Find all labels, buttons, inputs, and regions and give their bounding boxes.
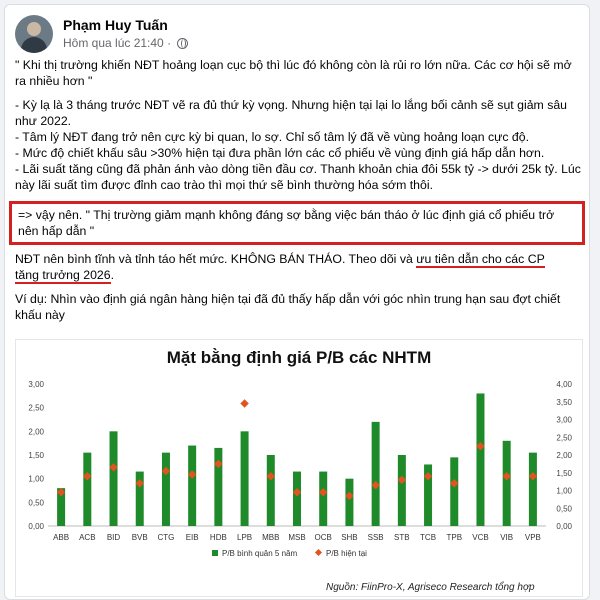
post-quote: " Khi thị trường khiến NĐT hoảng loạn cục bộ thì lúc đó không còn là rủi ro lớn nữa. Các cơ hội sẽ mở ra nhiều hơn " [15,58,572,88]
x-tick-VPB: VPB [524,533,541,542]
x-tick-EIB: EIB [185,533,199,542]
y-tick-right: 2,50 [556,433,572,443]
post-advice [15,251,581,283]
highlighted-conclusion [9,201,585,245]
advice-underlined-1: ưu tiên dẫn cho các CP [416,252,545,266]
post-content [15,57,581,331]
legend-marker-swatch [315,549,322,556]
legend-marker-label: P/B hiện tại [326,549,367,558]
y-tick-right: 0,00 [556,522,572,531]
meta-separator: · [167,36,172,50]
marker-LPB [240,399,248,407]
y-tick-right: 4,00 [556,380,572,389]
advice-underlined-2: tăng trưởng 2026 [15,268,111,282]
conclusion-text: => vậy nên. " Thị trường giảm mạnh không đáng sợ bằng việc bán tháo ở lúc định giá cổ phiếu trở nên hấp dẫn " [18,208,555,238]
x-tick-VIB: VIB [500,533,514,542]
bar-SHB [345,479,353,526]
post-card [4,4,590,600]
legend-bar-swatch [212,550,218,556]
post-timestamp[interactable]: Hôm qua lúc 21:40 [63,36,164,50]
post-bullets: - Kỳ lạ là 3 tháng trước NĐT vẽ ra đủ thứ kỳ vọng. Nhưng hiện tại lại lo lắng bối cảnh sẽ sụt giảm sâu như 2022. - Tâm lý NĐT đang trở nên cực kỳ bi quan, lo sợ. Chỉ số tâm lý đã về vùng hoảng loạn cực độ. - Mức độ chiết khấu sâu >30% hiện tại đưa phần lớn các cổ phiếu về vùng định giá hấp dẫn hơn. - Lãi suất tăng cũng đã phản ánh vào dòng tiền đầu cơ. Thanh khoản chia đôi 55k tỷ -> dưới 25k tỷ. Lúc này lãi suất tìm được đỉnh cao trào thì mọi thứ sẽ bình thường hóa sớm thôi. [15,98,581,192]
author-avatar[interactable] [15,15,53,53]
post-example: Ví dụ: Nhìn vào định giá ngân hàng hiện tại đã đủ thấy hấp dẫn với góc nhìn trung hạn sau đợt chiết khấu này [15,292,561,322]
x-tick-MSB: MSB [288,533,306,542]
y-tick-left: 1,50 [28,451,44,460]
bar-HDB [214,448,222,526]
x-tick-TCB: TCB [420,533,437,542]
bar-VPB [529,453,537,526]
y-tick-right: 1,50 [556,468,572,478]
x-tick-HDB: HDB [209,533,227,542]
y-tick-right: 1,00 [556,486,572,496]
x-tick-BVB: BVB [131,533,148,542]
chart-source: Nguồn: FiinPro-X, Agriseco Research tổng hợp [326,582,535,593]
x-tick-SSB: SSB [367,533,384,542]
bar-VCB [476,393,484,526]
bar-MBB [267,455,275,526]
post-header [15,15,579,55]
x-tick-SHB: SHB [341,533,358,542]
legend-bar-label: P/B bình quân 5 năm [222,549,298,558]
bar-VIB [503,441,511,526]
globe-icon [177,38,188,49]
y-tick-right: 2,00 [556,451,572,460]
x-tick-ABB: ABB [53,533,70,542]
bar-SSB [372,422,380,526]
x-tick-MBB: MBB [262,533,280,542]
bar-EIB [188,446,196,526]
bar-CTG [162,453,170,526]
chart-title: Mặt bằng định giá P/B các NHTM [166,348,432,367]
chart-svg [16,340,582,596]
bar-TPB [450,457,458,526]
y-tick-left: 1,00 [28,474,44,484]
y-tick-left: 3,00 [28,380,44,389]
pb-chart-image[interactable] [15,339,583,597]
x-tick-CTG: CTG [157,533,175,542]
y-tick-left: 0,00 [28,522,44,531]
y-tick-left: 2,00 [28,427,44,437]
y-tick-right: 0,50 [556,504,572,514]
y-tick-left: 0,50 [28,498,44,508]
advice-text: NĐT nên bình tĩnh và tỉnh táo hết mức. KHÔNG BÁN THÁO. Theo dõi và [15,252,417,266]
x-tick-OCB: OCB [314,533,332,542]
bar-MSB [293,472,301,526]
bar-BID [110,431,118,526]
post-meta [63,36,188,50]
y-tick-right: 3,50 [556,397,572,407]
x-tick-ACB: ACB [79,533,96,542]
bar-OCB [319,472,327,526]
x-tick-TPB: TPB [446,533,463,542]
author-name[interactable]: Phạm Huy Tuấn [63,17,168,33]
x-tick-LPB: LPB [237,533,253,542]
bar-STB [398,455,406,526]
bar-ACB [83,453,91,526]
bar-LPB [241,431,249,526]
x-tick-BID: BID [106,533,121,542]
y-tick-right: 3,00 [556,415,572,425]
x-tick-VCB: VCB [472,533,489,542]
x-tick-STB: STB [394,533,410,542]
advice-suffix: . [110,268,115,282]
y-tick-left: 2,50 [28,403,44,413]
